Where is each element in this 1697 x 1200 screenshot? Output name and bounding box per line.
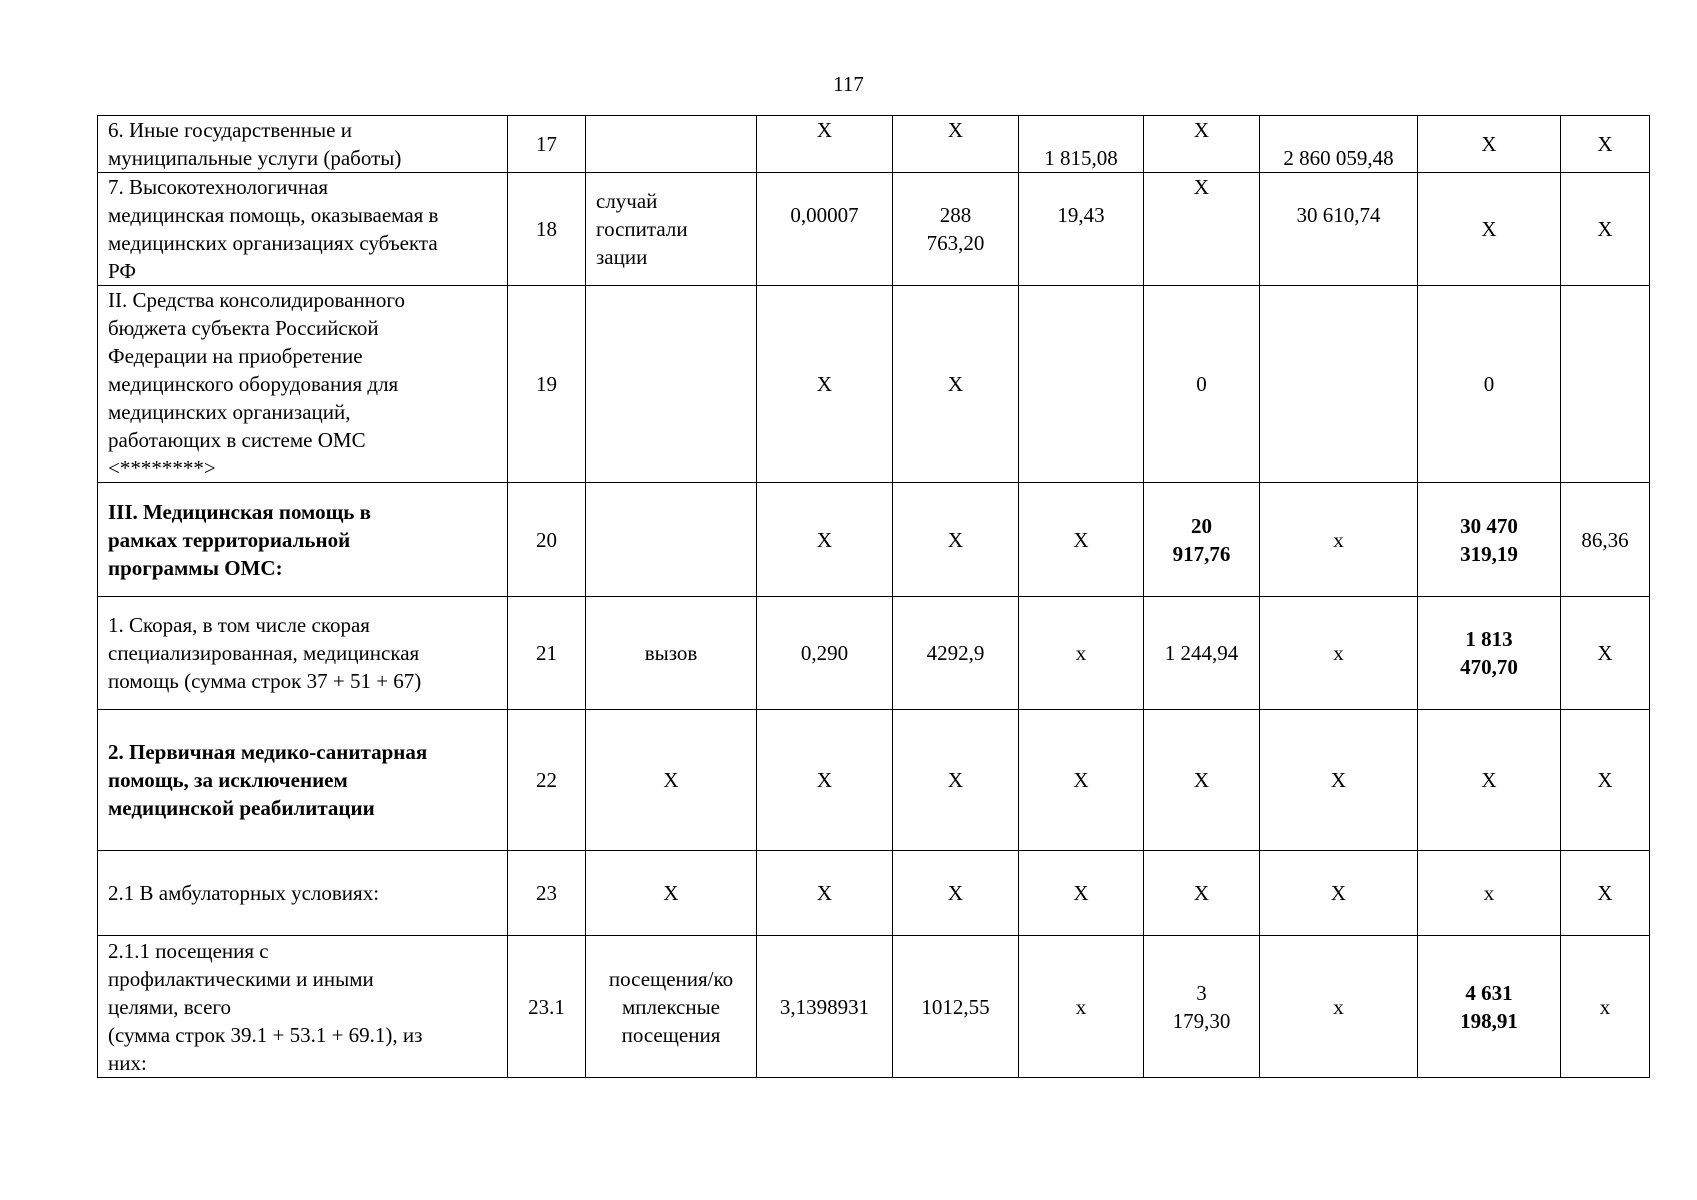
row-name: 6. Иные государственные и муниципальные услуги (работы) [98,116,508,173]
row-value: 86,36 [1561,483,1650,597]
row-value: 3 179,30 [1144,936,1260,1078]
row-value: Х [1144,851,1260,936]
row-name: 7. Высокотехнологичная медицинская помощь, оказываемая в медицинских организациях субъекта РФ [98,173,508,286]
row-value: Х [1019,851,1144,936]
row-name: III. Медицинская помощь в рамках территориальной программы ОМС: [98,483,508,597]
table-row [98,710,1650,851]
row-value: 4 631 198,91 [1418,936,1561,1078]
row-value [1260,286,1418,483]
row-unit: посещения/ко мплексные посещения [586,936,757,1078]
row-value: 0,290 [757,597,893,710]
row-value: Х [1561,597,1650,710]
row-unit: случай госпитали зации [586,173,757,286]
row-value: Х [1418,116,1561,173]
row-line-number: 20 [508,483,586,597]
row-value: Х [1144,173,1260,286]
row-value: 1012,55 [893,936,1019,1078]
row-value: х [1019,936,1144,1078]
row-line-number: 23 [508,851,586,936]
row-value: Х [893,710,1019,851]
row-value: х [1561,936,1650,1078]
row-unit: Х [586,710,757,851]
row-unit [586,483,757,597]
table-row [98,116,1650,173]
row-value: Х [1260,851,1418,936]
row-line-number: 21 [508,597,586,710]
row-value: Х [1561,116,1650,173]
row-value: Х [757,851,893,936]
row-value: Х [893,483,1019,597]
row-value: х [1418,851,1561,936]
row-value: х [1260,936,1418,1078]
row-value: Х [893,851,1019,936]
row-value: Х [1019,710,1144,851]
row-value: 288 763,20 [893,173,1019,286]
row-value: х [1260,597,1418,710]
row-value: х [1260,483,1418,597]
table-row [98,173,1650,286]
row-name: 2. Первичная медико-санитарная помощь, за исключением медицинской реабилитации [98,710,508,851]
row-value: 3,1398931 [757,936,893,1078]
row-line-number: 22 [508,710,586,851]
row-name: 2.1.1 посещения с профилактическими и иными целями, всего (сумма строк 39.1 + 53.1 + 69.1), из них: [98,936,508,1078]
row-unit [586,286,757,483]
row-value: Х [1561,710,1650,851]
row-line-number: 18 [508,173,586,286]
row-value: Х [1561,851,1650,936]
financing-table [97,115,1650,1078]
table-row [98,936,1650,1078]
row-value: Х [1418,710,1561,851]
row-value: Х [893,116,1019,173]
row-value: Х [893,286,1019,483]
row-line-number: 23.1 [508,936,586,1078]
row-unit: вызов [586,597,757,710]
row-value: Х [1144,710,1260,851]
page-number: 117 [833,72,864,96]
table-row [98,286,1650,483]
row-value: Х [1019,483,1144,597]
row-value: 30 470 319,19 [1418,483,1561,597]
table-row [98,851,1650,936]
row-value: 0 [1418,286,1561,483]
row-value: х [1019,597,1144,710]
row-unit [586,116,757,173]
row-line-number: 19 [508,286,586,483]
row-value: Х [1418,173,1561,286]
row-value: Х [757,286,893,483]
row-value: Х [757,116,893,173]
row-value: 0 [1144,286,1260,483]
row-value: 1 244,94 [1144,597,1260,710]
row-value: 0,00007 [757,173,893,286]
row-unit: Х [586,851,757,936]
row-value: Х [757,710,893,851]
row-value [1561,286,1650,483]
row-value: 2 860 059,48 [1260,116,1418,173]
row-value: 4292,9 [893,597,1019,710]
row-value: Х [1260,710,1418,851]
row-value: 20 917,76 [1144,483,1260,597]
row-name: 1. Скорая, в том числе скорая специализированная, медицинская помощь (сумма строк 37 + 51 + 67) [98,597,508,710]
row-value: Х [1561,173,1650,286]
row-value: Х [1144,116,1260,173]
row-value: 19,43 [1019,173,1144,286]
table-row [98,483,1650,597]
row-value: 30 610,74 [1260,173,1418,286]
row-value: Х [757,483,893,597]
row-value: 1 815,08 [1019,116,1144,173]
row-name: 2.1 В амбулаторных условиях: [98,851,508,936]
table-row [98,597,1650,710]
row-line-number: 17 [508,116,586,173]
row-value [1019,286,1144,483]
row-value: 1 813 470,70 [1418,597,1561,710]
row-name: II. Средства консолидированного бюджета субъекта Российской Федерации на приобретение медицинского оборудования для медицинских организаций, работающих в системе ОМС <********> [98,286,508,483]
